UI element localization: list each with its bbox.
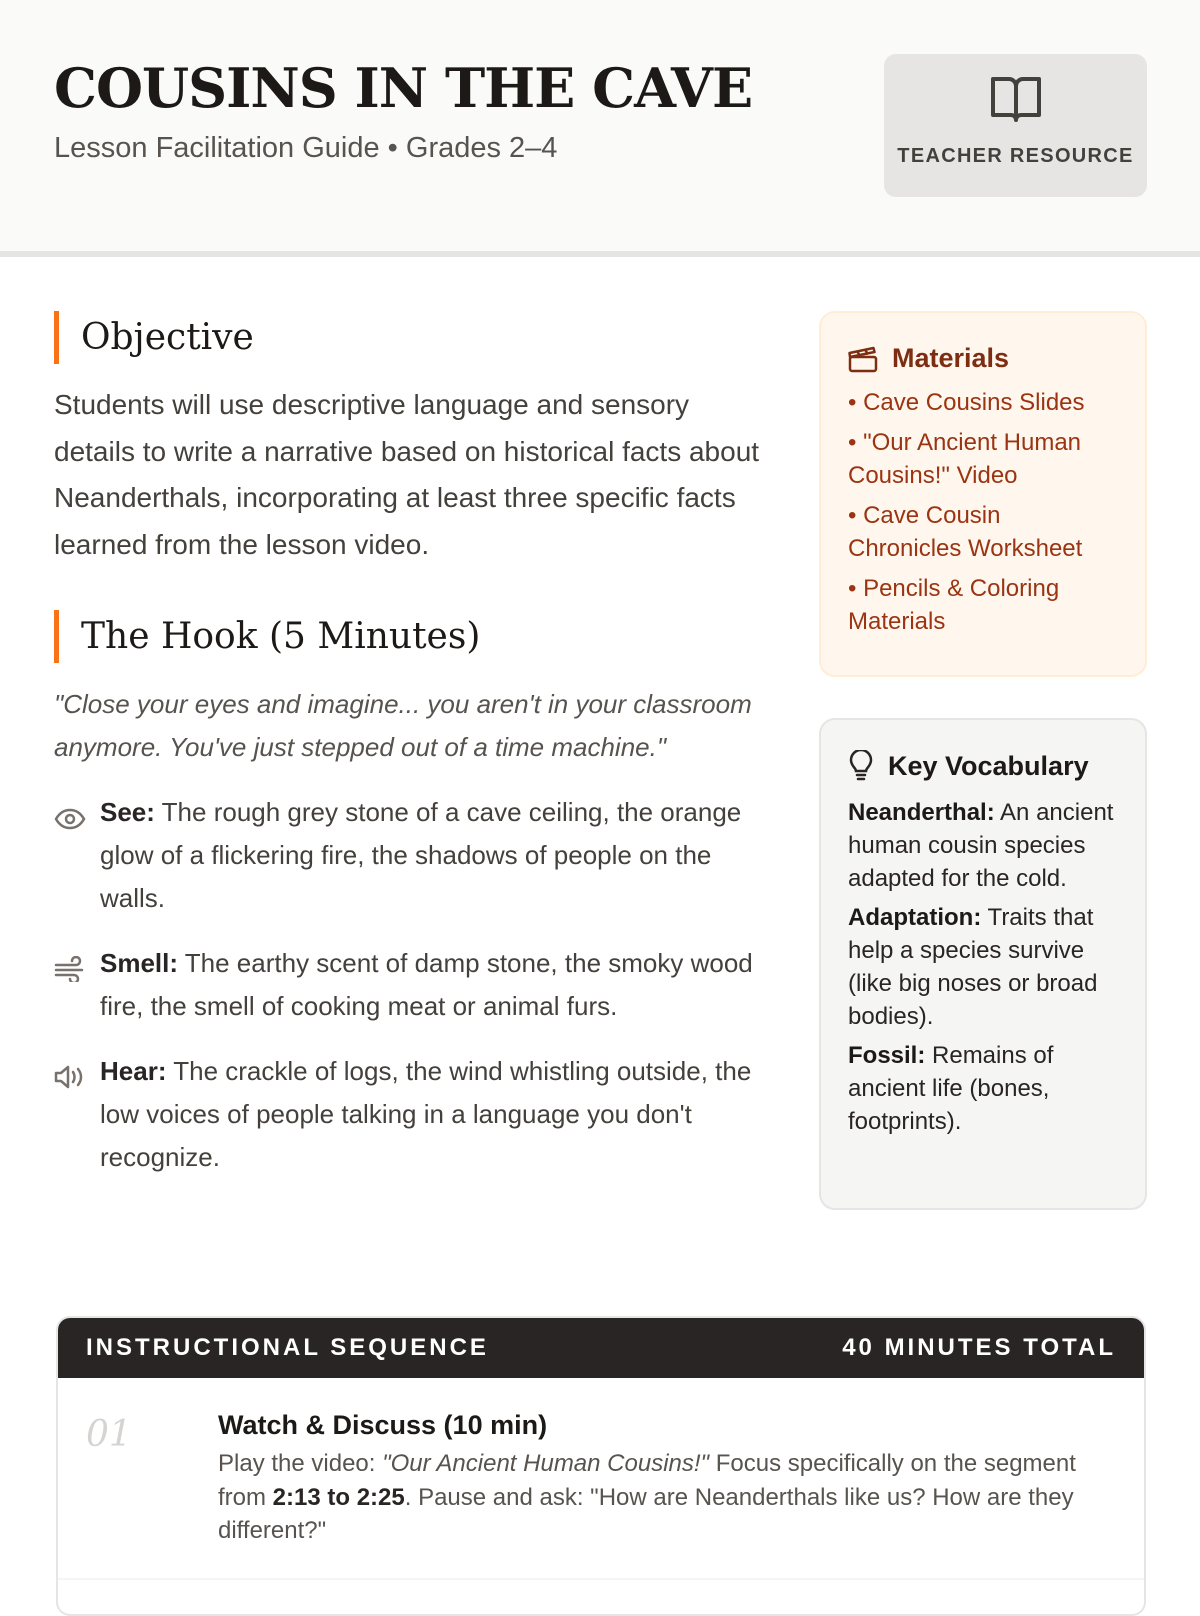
- objective-text: Students will use descriptive language and sensory details to write a narrative based on historical facts about Neanderthals, incorporating at least three specific facts learned from the lesson video.: [54, 389, 760, 560]
- sense-label: See:: [100, 797, 155, 827]
- material-item: • Pencils & Coloring Materials: [848, 575, 1060, 635]
- vocab-term: [848, 901, 1118, 1033]
- sense-text: The earthy scent of damp stone, the smoky wood fire, the smell of cooking meat or animal furs.: [100, 948, 753, 1021]
- sense-label: Smell:: [100, 948, 179, 978]
- sense-see: [54, 791, 764, 920]
- materials-card: [819, 311, 1147, 677]
- vocab-term: [848, 796, 1118, 895]
- material-item: • Cave Cousins Slides: [848, 389, 1085, 416]
- timestamp-range: 2:13 to 2:25: [272, 1483, 405, 1511]
- sense-text: The crackle of logs, the wind whistling outside, the low voices of people talking in a language you don't recognize.: [100, 1056, 752, 1172]
- vocabulary-heading: Key Vocabulary: [888, 750, 1089, 781]
- sense-smell: [54, 942, 764, 1028]
- lightbulb-icon: [848, 750, 874, 782]
- sequence-heading: INSTRUCTIONAL SEQUENCE: [86, 1334, 489, 1361]
- material-item: • Cave Cousin Chronicles Worksheet: [848, 502, 1083, 562]
- hook-quote: "Close your eyes and imagine... you aren't in your classroom anymore. You've just stepped out of a time machine.": [54, 689, 752, 762]
- term-name: Neanderthal:: [848, 799, 995, 826]
- material-item: • "Our Ancient Human Cousins!" Video: [848, 429, 1082, 489]
- desc-text: . Pause and ask: "How are Neanderthals like us? How are they different?": [218, 1483, 1074, 1544]
- term-name: Adaptation:: [848, 904, 982, 931]
- badge-label: TEACHER RESOURCE: [897, 145, 1134, 167]
- page-header: [0, 0, 1200, 257]
- video-title: "Our Ancient Human Cousins!": [382, 1450, 710, 1477]
- page-subtitle: Lesson Facilitation Guide • Grades 2–4: [54, 132, 558, 164]
- hook-heading: The Hook (5 Minutes): [54, 610, 764, 663]
- term-name: Fossil:: [848, 1042, 926, 1069]
- eye-icon: [54, 807, 86, 831]
- step-title: Watch & Discuss (10 min): [218, 1410, 548, 1440]
- materials-heading: Materials: [892, 343, 1010, 373]
- sense-text: The rough grey stone of a cave ceiling, the orange glow of a flickering fire, the shadows of people on the walls.: [100, 797, 742, 913]
- objective-heading: Objective: [54, 311, 764, 364]
- sequence-total: 40 MINUTES TOTAL: [842, 1334, 1116, 1361]
- term-definition: Remains of ancient life (bones, footprints).: [848, 1042, 1054, 1135]
- book-open-icon: [990, 76, 1042, 124]
- desc-text: Focus specifically on the segment from: [218, 1450, 1076, 1511]
- sequence-header: [58, 1318, 1144, 1378]
- main-column: [54, 311, 764, 1179]
- clapperboard-icon: [848, 345, 878, 373]
- step-number: 01: [86, 1414, 132, 1455]
- speaker-icon: [54, 1064, 86, 1090]
- desc-text: Play the video:: [218, 1450, 383, 1477]
- term-definition: An ancient human cousin species adapted for the cold.: [848, 799, 1114, 892]
- teacher-resource-badge: [884, 54, 1147, 197]
- instructional-sequence: [56, 1316, 1146, 1616]
- step-description: [218, 1447, 1116, 1548]
- vocabulary-card: [819, 718, 1147, 1210]
- sense-hear: [54, 1050, 764, 1179]
- wind-icon: [54, 956, 86, 982]
- term-definition: Traits that help a species survive (like big noses or broad bodies).: [848, 904, 1098, 1030]
- sequence-step: [58, 1378, 1144, 1580]
- page-title: COUSINS IN THE CAVE: [54, 56, 753, 120]
- sense-label: Hear:: [100, 1056, 167, 1086]
- vocab-term: [848, 1039, 1118, 1138]
